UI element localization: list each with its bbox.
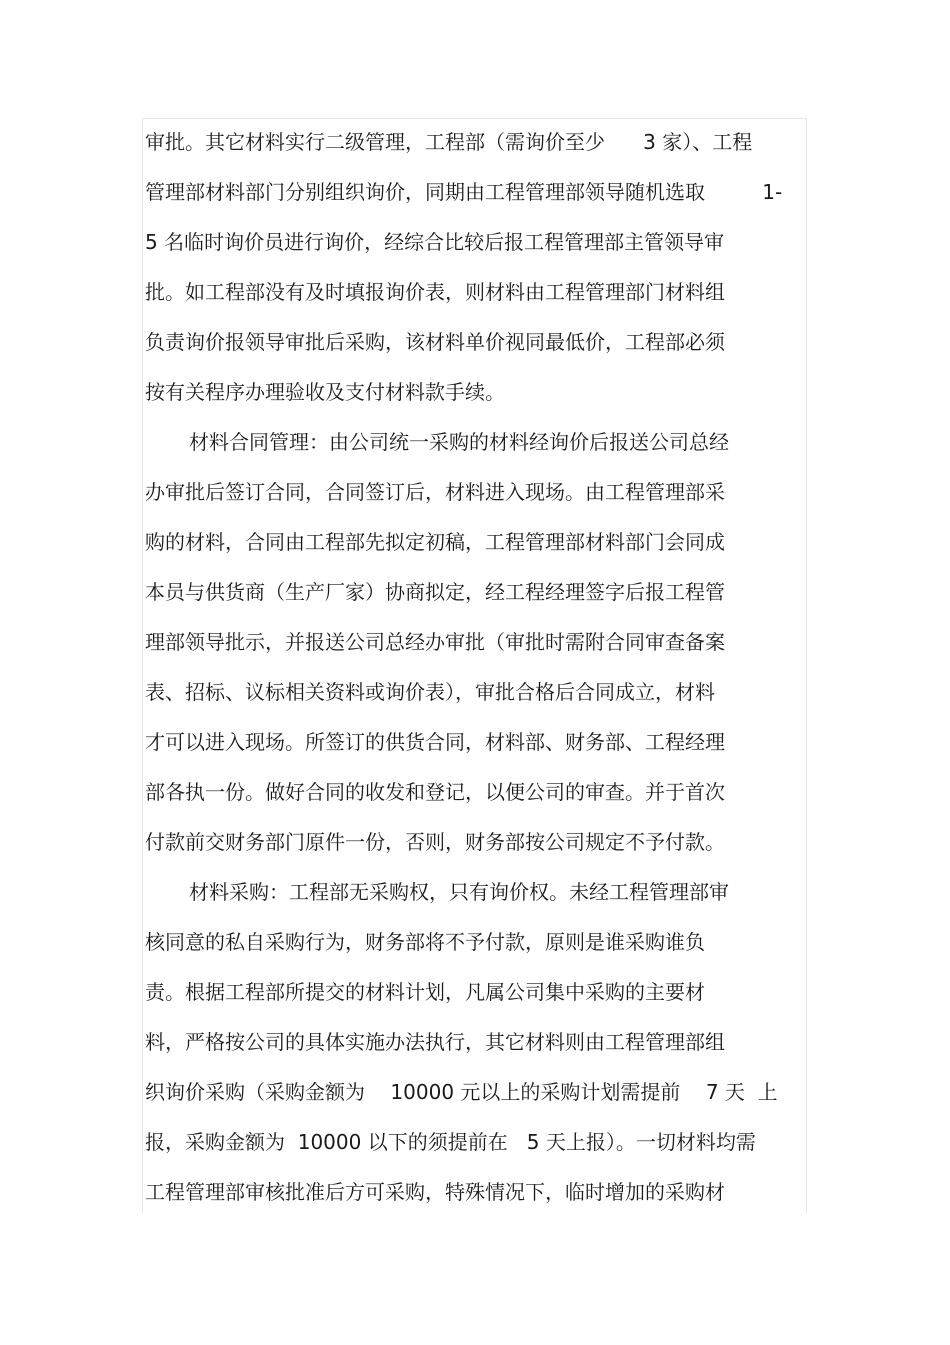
text-line: 本员与供货商（生产厂家）协商拟定，经工程经理签字后报工程管: [145, 580, 725, 604]
text-line: 5 名临时询价员进行询价，经综合比较后报工程管理部主管领导审: [145, 230, 725, 254]
text-line: 批。如工程部没有及时填报询价表，则材料由工程管理部门材料组: [145, 280, 725, 304]
text-line: 工程管理部审核批准后方可采购，特殊情况下，临时增加的采购材: [145, 1180, 725, 1204]
text-line: 审批。其它材料实行二级管理，工程部（需询价至少 3 家）、工程: [145, 130, 753, 154]
text-line: 按有关程序办理验收及支付材料款手续。: [145, 380, 505, 404]
paragraph-start-line: 材料合同管理：由公司统一采购的材料经询价后报送公司总经: [189, 430, 729, 454]
text-line: 才可以进入现场。所签订的供货合同，材料部、财务部、工程经理: [145, 730, 725, 754]
text-line: 管理部材料部门分别组织询价，同期由工程管理部领导随机选取 1-: [145, 180, 783, 204]
text-line: 料，严格按公司的具体实施办法执行，其它材料则由工程管理部组: [145, 1030, 725, 1054]
text-line: 表、招标、议标相关资料或询价表），审批合格后合同成立，材料: [145, 680, 715, 704]
text-line: 购的材料，合同由工程部先拟定初稿，工程管理部材料部门会同成: [145, 530, 725, 554]
paragraph-start-line: 材料采购：工程部无采购权，只有询价权。未经工程管理部审: [189, 880, 729, 904]
text-line: 织询价采购（采购金额为 10000 元以上的采购计划需提前 7 天 上: [145, 1080, 778, 1104]
text-line: 报，采购金额为 10000 以下的须提前在 5 天上报）。一切材料均需: [145, 1130, 756, 1154]
text-line: 理部领导批示，并报送公司总经办审批（审批时需附合同审查备案: [145, 630, 725, 654]
text-line: 付款前交财务部门原件一份，否则，财务部按公司规定不予付款。: [145, 830, 725, 854]
document-body: [145, 122, 805, 1222]
text-line: 办审批后签订合同，合同签订后，材料进入现场。由工程管理部采: [145, 480, 725, 504]
text-line: 责。根据工程部所提交的材料计划，凡属公司集中采购的主要材: [145, 980, 705, 1004]
text-line: 核同意的私自采购行为，财务部将不予付款，原则是谁采购谁负: [145, 930, 705, 954]
text-line: 负责询价报领导审批后采购，该材料单价视同最低价，工程部必须: [145, 330, 725, 354]
text-line: 部各执一份。做好合同的收发和登记，以便公司的审查。并于首次: [145, 780, 725, 804]
